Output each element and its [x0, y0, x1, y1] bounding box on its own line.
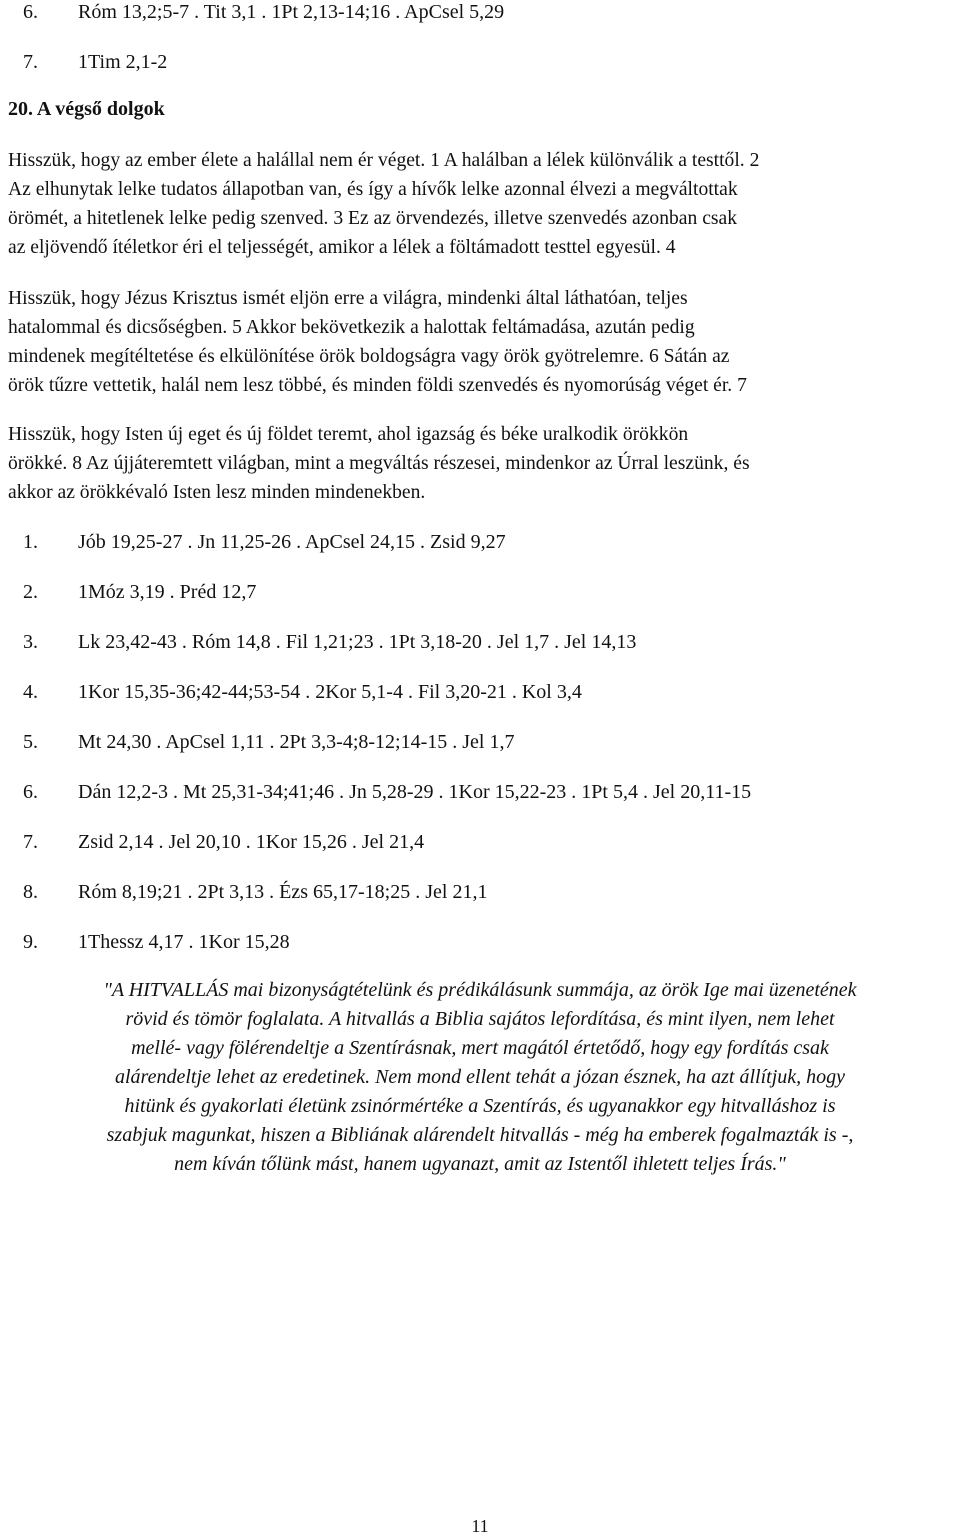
reference-text: 1Thessz 4,17 . 1Kor 15,28 [78, 931, 290, 953]
body-paragraph: Hisszük, hogy Isten új eget és új földet teremt, ahol igazság és béke uralkodik örökkön örökké. 8 Az újjáteremtett világban, mint a megváltás részesei, mindenkor az Úrral leszünk, és akkor az örökkévaló Isten lesz minden mindenekben. [8, 424, 750, 503]
reference-text: Dán 12,2-3 . Mt 25,31-34;41;46 . Jn 5,28-29 . 1Kor 15,22-23 . 1Pt 5,4 . Jel 20,11-15 [78, 781, 752, 803]
reference-item [0, 580, 960, 630]
reference-text: Lk 23,42-43 . Róm 14,8 . Fil 1,21;23 . 1Pt 3,18-20 . Jel 1,7 . Jel 14,13 [78, 631, 637, 653]
reference-text: Mt 24,30 . ApCsel 1,11 . 2Pt 3,3-4;8-12;14-15 . Jel 1,7 [78, 731, 515, 753]
section-title: 20. A végső dolgok [8, 98, 165, 120]
reference-number: 6. [23, 1, 38, 23]
reference-number: 6. [23, 781, 38, 803]
reference-text: 1Kor 15,35-36;42-44;53-54 . 2Kor 5,1-4 . Fil 3,20-21 . Kol 3,4 [78, 681, 582, 703]
reference-number: 9. [23, 931, 38, 953]
reference-text: 1Tim 2,1-2 [78, 51, 168, 73]
closing-quote: "A HITVALLÁS mai bizonyságtételünk és prédikálásunk summája, az örök Ige mai üzenetének rövid és tömör foglalata. A hitvallás a Biblia sajátos lefordítása, és mint ilyen, nem lehet mellé- vagy fölérendeltje a Szentírásnak, mert magától értetődő, hogy egy fordítás csak alárendeltje lehet az eredetinek. Nem mond ellent tehát a józan észnek, ha azt állítjuk, hogy hitünk és gyakorlati életünk zsinórmértéke a Szentírás, és ugyanakkor egy hitvalláshoz is szabjuk magunkat, hiszen a Bibliának alárendelt hitvallás - még ha emberek fogalmazták is -, nem kíván tőlünk mást, hanem ugyanazt, amit az Istentől ihletett teljes Írás." [103, 979, 857, 1175]
reference-number: 8. [23, 881, 38, 903]
reference-list [0, 530, 960, 980]
reference-item [0, 780, 960, 830]
reference-number: 4. [23, 681, 38, 703]
reference-number: 7. [23, 831, 38, 853]
reference-item [0, 830, 960, 880]
reference-number: 2. [23, 581, 38, 603]
reference-item [0, 0, 960, 50]
reference-number: 3. [23, 631, 38, 653]
reference-item [0, 530, 960, 580]
reference-number: 1. [23, 531, 38, 553]
reference-text: 1Móz 3,19 . Préd 12,7 [78, 581, 257, 603]
reference-text: Róm 8,19;21 . 2Pt 3,13 . Ézs 65,17-18;25 . Jel 21,1 [78, 881, 488, 903]
page-number: 11 [471, 1516, 489, 1536]
body-paragraph: Hisszük, hogy az ember élete a halállal nem ér véget. 1 A halálban a lélek különválik a testtől. 2 Az elhunytak lelke tudatos állapotban van, és így a hívők lelke azonnal élvezi a megváltottak örömét, a hitetlenek lelke pedig szenved. 3 Ez az örvendezés, illetve szenvedés azonban csak az eljövendő ítéletkor éri el teljességét, amikor a lélek a föltámadott testtel egyesül. 4 [8, 150, 760, 258]
reference-item [0, 730, 960, 780]
reference-item [0, 880, 960, 930]
reference-item [0, 50, 960, 100]
reference-text: Róm 13,2;5-7 . Tit 3,1 . 1Pt 2,13-14;16 . ApCsel 5,29 [78, 1, 505, 23]
body-paragraph: Hisszük, hogy Jézus Krisztus ismét eljön erre a világra, mindenki által láthatóan, teljes hatalommal és dicsőségben. 5 Akkor bekövetkezik a halottak feltámadása, azután pedig mindenek megítéltetése és elkülönítése örök boldogságra vagy örök gyötrelemre. 6 Sátán az örök tűzre vettetik, halál nem lesz többé, és minden földi szenvedés és nyomorúság véget ér. 7 [8, 288, 747, 396]
previous-section-reference-list [0, 0, 960, 100]
reference-item [0, 930, 960, 980]
reference-item [0, 680, 960, 730]
reference-number: 7. [23, 51, 38, 73]
reference-item [0, 630, 960, 680]
reference-text: Jób 19,25-27 . Jn 11,25-26 . ApCsel 24,15 . Zsid 9,27 [78, 531, 506, 553]
reference-text: Zsid 2,14 . Jel 20,10 . 1Kor 15,26 . Jel 21,4 [78, 831, 425, 853]
reference-number: 5. [23, 731, 38, 753]
